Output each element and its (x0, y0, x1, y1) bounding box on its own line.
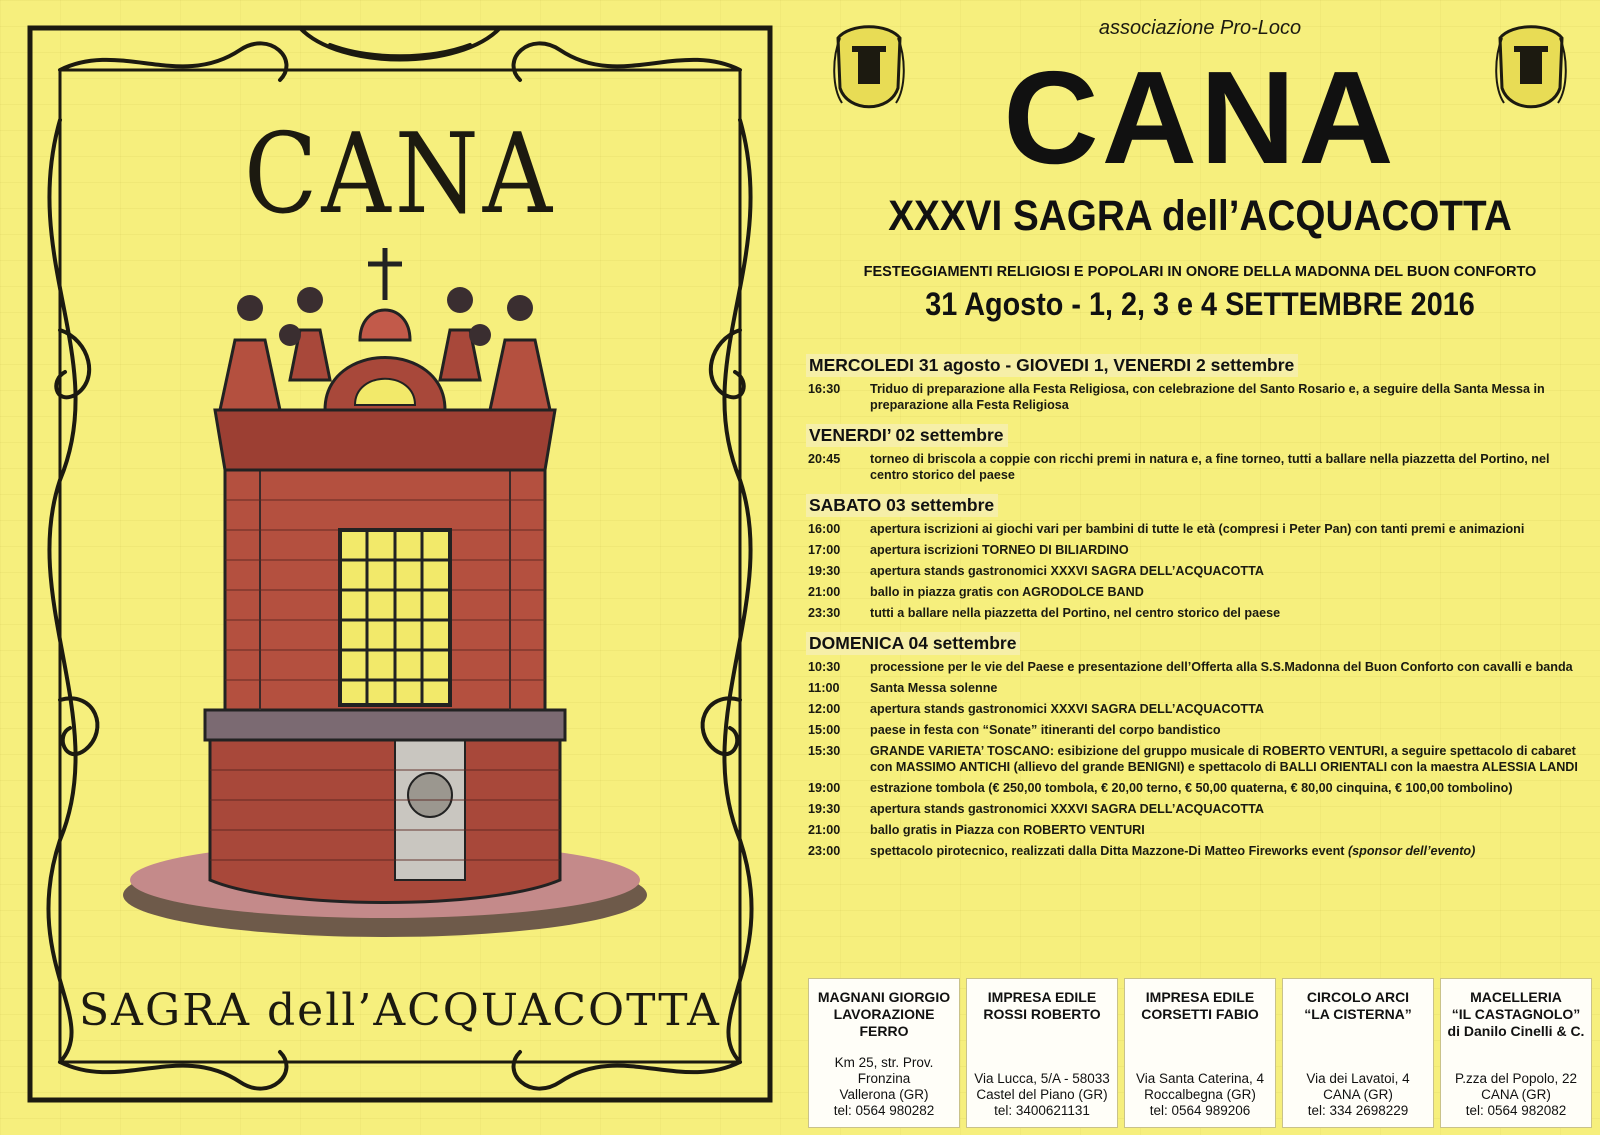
sponsor-name-line: IMPRESA EDILE (1145, 989, 1255, 1005)
main-title: CANA (1003, 44, 1397, 191)
day-section (806, 418, 1596, 483)
event-description (870, 542, 1596, 558)
event-time: 11:00 (808, 681, 840, 695)
event-text: Triduo di preparazione alla Festa Religiosa, con celebrazione del Santo Rosario e, a seguire della Santa Messa in preparazione alla Festa Religiosa (870, 382, 1545, 412)
festival-edition: XXXVI SAGRA dell’ACQUACOTTA (888, 192, 1512, 240)
event-description (870, 801, 1596, 817)
sponsor-name (1125, 989, 1275, 1023)
sponsor-address-line: Castel del Piano (GR) (976, 1087, 1108, 1102)
festival-dates: 31 Agosto - 1, 2, 3 e 4 SETTEMBRE 2016 (925, 286, 1475, 322)
sponsor-box (808, 978, 960, 1128)
sponsor-address-line: CANA (GR) (1323, 1087, 1393, 1102)
sponsor-box (1124, 978, 1276, 1128)
event-time: 17:00 (808, 543, 841, 557)
event-text: paese in festa con “Sonate” itineranti del corpo bandistico (870, 723, 1221, 737)
event-text: ballo in piazza gratis con AGRODOLCE BAND (870, 585, 1144, 599)
event-text: apertura iscrizioni TORNEO DI BILIARDINO (870, 543, 1129, 557)
event-description (870, 843, 1596, 859)
sponsor-address (967, 1071, 1117, 1119)
sponsor-address-line: tel: 334 2698229 (1307, 1103, 1409, 1118)
event-description (870, 584, 1596, 600)
tower-illustration (110, 240, 670, 960)
event-time: 19:00 (808, 781, 841, 795)
event-time: 10:30 (808, 660, 841, 674)
sponsor-address-line: tel: 3400621131 (994, 1103, 1090, 1118)
sponsor-address (1283, 1071, 1433, 1119)
event-row (806, 542, 1596, 558)
sponsor-address-line: Via dei Lavatoi, 4 (1306, 1071, 1410, 1086)
event-time: 19:30 (808, 564, 841, 578)
poster-title: CANA (243, 109, 557, 239)
event-description (870, 451, 1596, 483)
event-row (806, 584, 1596, 600)
event-time: 19:30 (808, 802, 841, 816)
day-header: VENERDI’ 02 settembre (806, 424, 1008, 447)
event-row (806, 451, 1596, 483)
event-row (806, 843, 1596, 859)
event-text: GRANDE VARIETA’ TOSCANO: esibizione del gruppo musicale di ROBERTO VENTURI, a seguire spettacolo di cabaret con MASSIMO ANTICHI (allievo del grande BENIGNI) e spettacolo di BALLI ORIENTALI con la maestra ALESSIA LANDI (870, 744, 1578, 774)
sponsor-name (1441, 989, 1591, 1040)
sponsor-box (1282, 978, 1434, 1128)
event-text: Santa Messa solenne (870, 681, 998, 695)
event-time: 23:30 (808, 606, 841, 620)
event-text: apertura iscrizioni ai giochi vari per bambini di tutte le età (compresi i Peter Pan) con tanti premi e animazioni (870, 522, 1525, 536)
sponsor-strip (808, 978, 1592, 1128)
event-time: 15:30 (808, 744, 841, 758)
sponsor-address-line: CANA (GR) (1481, 1087, 1551, 1102)
day-section (806, 488, 1596, 621)
event-description (870, 563, 1596, 579)
sponsor-name-line: MACELLERIA (1470, 989, 1562, 1005)
event-text: tutti a ballare nella piazzetta del Portino, nel centro storico del paese (870, 606, 1281, 620)
sponsor-address-line: tel: 0564 980282 (833, 1103, 935, 1118)
event-description (870, 743, 1596, 775)
day-header: DOMENICA 04 settembre (806, 632, 1020, 655)
sponsor-address-line: tel: 0564 989206 (1149, 1103, 1251, 1118)
event-row (806, 381, 1596, 413)
event-row (806, 701, 1596, 717)
event-time: 12:00 (808, 702, 841, 716)
event-description (870, 701, 1596, 717)
sponsor-name-line: IMPRESA EDILE (987, 989, 1097, 1005)
sponsor-name-line: CIRCOLO ARCI (1306, 989, 1410, 1005)
sponsor-address-line: P.zza del Popolo, 22 (1454, 1071, 1578, 1086)
sponsor-name-line: “IL CASTAGNOLO” (1451, 1006, 1581, 1022)
sponsor-name (1283, 989, 1433, 1023)
sponsor-box (966, 978, 1118, 1128)
event-row (806, 822, 1596, 838)
event-text: torneo di briscola a coppie con ricchi premi in natura e, a fine torneo, tutti a ballare nella piazzetta del Portino, nel centro storico del paese (870, 452, 1550, 482)
sponsor-address (809, 1055, 959, 1119)
event-description (870, 822, 1596, 838)
event-row (806, 722, 1596, 738)
program-panel (800, 0, 1600, 1135)
sponsor-address-line: Via Santa Caterina, 4 (1135, 1071, 1265, 1086)
event-description (870, 605, 1596, 621)
event-text: spettacolo pirotecnico, realizzati dalla Ditta Mazzone-Di Matteo Fireworks event (870, 844, 1345, 858)
sponsor-address-line: Via Lucca, 5/A - 58033 (974, 1071, 1110, 1086)
event-text: processione per le vie del Paese e presentazione dell’Offerta alla S.S.Madonna del Buon Conforto con cavalli e banda (870, 660, 1573, 674)
event-description (870, 722, 1596, 738)
event-description (870, 780, 1596, 796)
sponsor-name-line: LAVORAZIONE FERRO (833, 1006, 935, 1039)
event-time: 16:30 (808, 382, 841, 396)
event-description (870, 680, 1596, 696)
event-text: estrazione tombola (€ 250,00 tombola, € 20,00 terno, € 50,00 quaterna, € 80,00 cinquina, € 100,00 tombolino) (870, 781, 1513, 795)
event-description (870, 521, 1596, 537)
sponsor-box (1440, 978, 1592, 1128)
sponsor-address-line: Km 25, str. Prov. Fronzina (834, 1055, 934, 1086)
sponsor-name-line: MAGNANI GIORGIO (817, 989, 951, 1005)
sponsor-name-line: “LA CISTERNA” (1304, 1006, 1412, 1022)
sponsor-address-line: Vallerona (GR) (839, 1087, 929, 1102)
event-text: apertura stands gastronomici XXXVI SAGRA DELL’ACQUACOTTA (870, 702, 1264, 716)
event-note: (sponsor dell’evento) (1347, 844, 1476, 858)
sponsor-address (1441, 1071, 1591, 1119)
event-time: 16:00 (808, 522, 841, 536)
sponsor-name (967, 989, 1117, 1023)
dedication-line: FESTEGGIAMENTI RELIGIOSI E POPOLARI IN ONORE DELLA MADONNA DEL BUON CONFORTO (863, 264, 1537, 280)
event-text: ballo gratis in Piazza con ROBERTO VENTURI (870, 823, 1145, 837)
event-row (806, 743, 1596, 775)
event-description (870, 659, 1596, 675)
program-schedule (806, 348, 1596, 864)
sponsor-name (809, 989, 959, 1040)
sponsor-name-line: CORSETTI FABIO (1141, 1006, 1259, 1022)
event-row (806, 680, 1596, 696)
sponsor-name-line: di Danilo Cinelli & C. (1447, 1023, 1585, 1039)
day-header: MERCOLEDI 31 agosto - GIOVEDI 1, VENERDI 2 settembre (806, 354, 1298, 377)
day-header: SABATO 03 settembre (806, 494, 998, 517)
day-section (806, 626, 1596, 859)
event-row (806, 563, 1596, 579)
day-section (806, 348, 1596, 413)
event-time: 15:00 (808, 723, 841, 737)
event-text: apertura stands gastronomici XXXVI SAGRA DELL’ACQUACOTTA (870, 802, 1264, 816)
event-time: 21:00 (808, 585, 841, 599)
event-row (806, 521, 1596, 537)
event-row (806, 801, 1596, 817)
event-time: 20:45 (808, 452, 841, 466)
sponsor-address-line: tel: 0564 982082 (1465, 1103, 1567, 1118)
event-time: 23:00 (808, 844, 841, 858)
poster-subtitle: SAGRA dell’ACQUACOTTA (79, 985, 721, 1036)
event-description (870, 381, 1596, 413)
event-text: apertura stands gastronomici XXXVI SAGRA DELL’ACQUACOTTA (870, 564, 1264, 578)
sponsor-address (1125, 1071, 1275, 1119)
sponsor-name-line: ROSSI ROBERTO (983, 1006, 1101, 1022)
event-row (806, 780, 1596, 796)
event-row (806, 659, 1596, 675)
event-time: 21:00 (808, 823, 841, 837)
sponsor-address-line: Roccalbegna (GR) (1144, 1087, 1256, 1102)
association-name: associazione Pro-Loco (1098, 17, 1302, 39)
event-row (806, 605, 1596, 621)
